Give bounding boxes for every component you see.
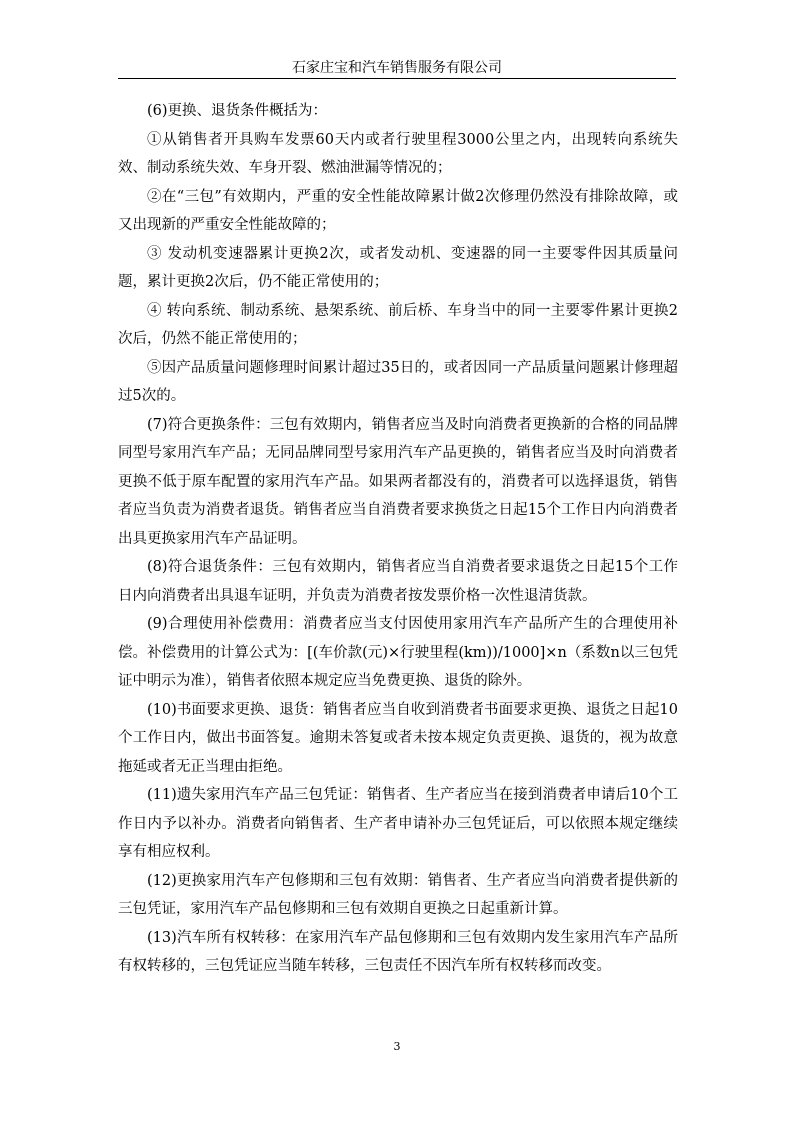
paragraph-6-item-3: ③ 发动机变速器累计更换2次，或者发动机、变速器的同一主要零件因其质量问题，累计更换2次后，仍不能正常使用的； [118, 245, 678, 290]
paragraph-10: (10)书面要求更换、退货：销售者应当自收到消费者书面要求更换、退货之日起10个工作日内，做出书面答复。逾期未答复或者未按本规定负责更换、退货的，视为故意拖延或者无正当理由拒绝。 [118, 701, 678, 775]
paragraph-7: (7)符合更换条件：三包有效期内，销售者应当及时向消费者更换新的合格的同品牌同型号家用汽车产品；无同品牌同型号家用汽车产品更换的，销售者应当及时向消费者更换不低于原车配置的家用汽车产品。如果两者都没有的，消费者可以选择退货，销售者应当负责为消费者退货。销售者应当自消费者要求换货之日起15个工作日内向消费者出具更换家用汽车产品证明。 [118, 416, 678, 547]
document-body [118, 97, 678, 981]
paragraph-6-item-4: ④ 转向系统、制动系统、悬架系统、前后桥、车身当中的同一主要零件累计更换2次后，仍然不能正常使用的； [118, 302, 678, 347]
header-divider [118, 78, 676, 79]
paragraph-6-item-5: ⑤因产品质量问题修理时间累计超过35日的，或者因同一产品质量问题累计修理超过5次的。 [118, 359, 678, 404]
paragraph-11: (11)遗失家用汽车产品三包凭证：销售者、生产者应当在接到消费者申请后10个工作日内予以补办。消费者向销售者、生产者申请补办三包凭证后，可以依照本规定继续享有相应权利。 [118, 787, 678, 860]
paragraph-12: (12)更换家用汽车产包修期和三包有效期：销售者、生产者应当向消费者提供新的三包凭证，家用汽车产品包修期和三包有效期自更换之日起重新计算。 [118, 872, 678, 917]
paragraph-6-item-2: ②在“三包”有效期内，严重的安全性能故障累计做2次修理仍然没有排除故障，或又出现新的严重安全性能故障的； [118, 188, 678, 233]
paragraph-9: (9)合理使用补偿费用：消费者应当支付因使用家用汽车产品所产生的合理使用补偿。补偿费用的计算公式为：[(车价款(元)×行驶里程(km))/1000]×n（系数n以三包凭证中明示为准），销售者依照本规定应当免费更换、退货的除外。 [118, 616, 678, 689]
paragraph-6: (6)更换、退货条件概括为： [147, 103, 328, 119]
page-number: 3 [393, 1040, 401, 1053]
paragraph-8: (8)符合退货条件：三包有效期内，销售者应当自消费者要求退货之日起15个工作日内向消费者出具退车证明，并负责为消费者按发票价格一次性退清货款。 [118, 559, 678, 604]
paragraph-6-item-1: ①从销售者开具购车发票60天内或者行驶里程3000公里之内，出现转向系统失效、制动系统失效、车身开裂、燃油泄漏等情况的； [118, 131, 678, 176]
paragraph-13: (13)汽车所有权转移：在家用汽车产品包修期和三包有效期内发生家用汽车产品所有权转移的，三包凭证应当随车转移，三包责任不因汽车所有权转移而改变。 [118, 929, 678, 974]
document-header-title: 石家庄宝和汽车销售服务有限公司 [292, 60, 502, 76]
